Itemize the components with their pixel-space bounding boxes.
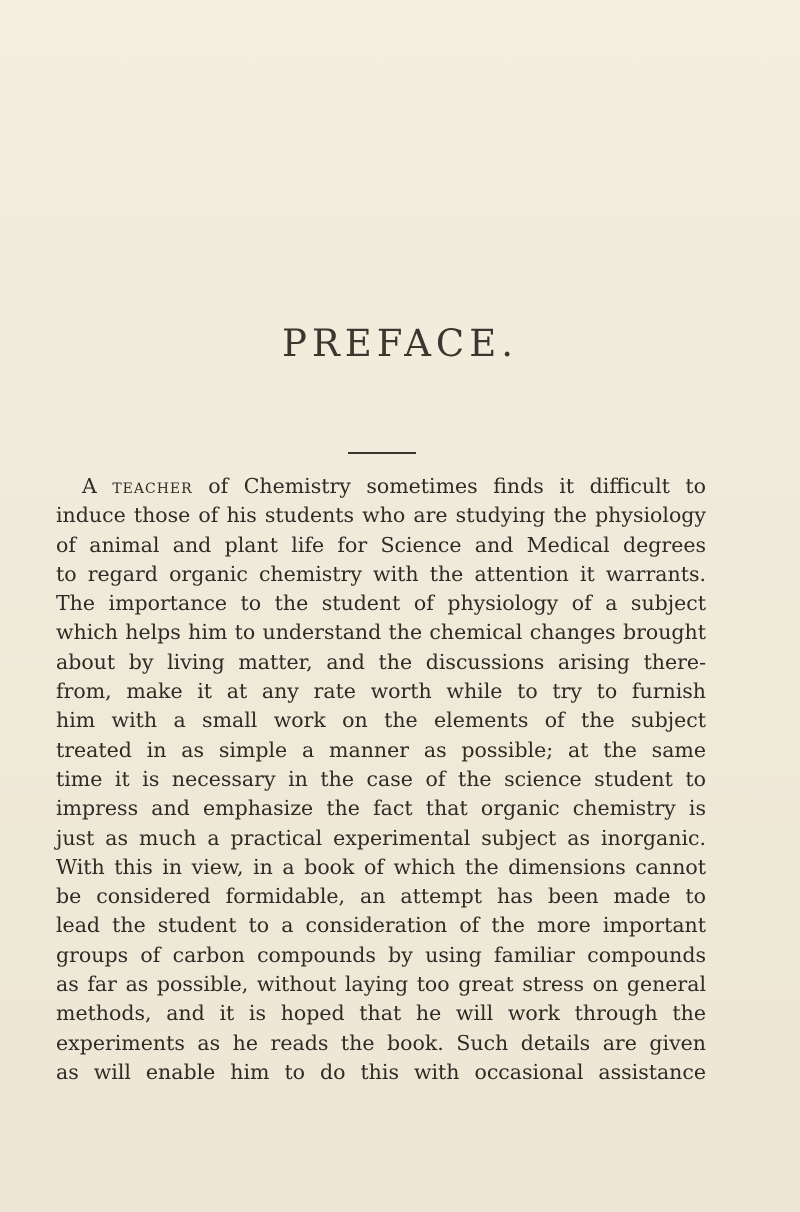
text-line: about by living matter, and the discussions arising there-	[56, 649, 706, 674]
smallcaps-word: teacher	[112, 474, 193, 498]
text-line: impress and emphasize the fact that organic chemistry is	[56, 796, 706, 821]
heading-divider	[348, 452, 416, 454]
preface-body	[56, 472, 706, 1087]
text-line: to regard organic chemistry with the attention it warrants.	[56, 561, 706, 586]
page-title: PREFACE.	[281, 322, 519, 365]
text-line: treated in as simple a manner as possible; at the same	[56, 737, 706, 762]
text-line: him with a small work on the elements of the subject	[56, 708, 706, 733]
text-line: time it is necessary in the case of the science student to	[56, 766, 706, 791]
text-line: experiments as he reads the book. Such details are given	[56, 1030, 706, 1055]
first-line-rest: of Chemistry sometimes finds it difficult to	[208, 474, 706, 498]
text-line: as far as possible, without laying too great stress on general	[56, 972, 706, 997]
text-line: of animal and plant life for Science and Medical degrees	[56, 532, 706, 557]
dropword: A	[82, 474, 97, 498]
text-line	[56, 472, 706, 501]
text-line: just as much a practical experimental subject as inorganic.	[56, 825, 706, 850]
text-line: lead the student to a consideration of the more important	[56, 913, 706, 938]
text-line: induce those of his students who are studying the physiology	[56, 503, 706, 528]
text-line: The importance to the student of physiology of a subject	[56, 591, 706, 616]
text-line: which helps him to understand the chemical changes brought	[56, 620, 706, 645]
text-line: be considered formidable, an attempt has been made to	[56, 884, 706, 909]
text-line: from, make it at any rate worth while to try to furnish	[56, 679, 706, 704]
text-line: groups of carbon compounds by using familiar compounds	[56, 942, 706, 967]
text-line: as will enable him to do this with occasional assistance	[56, 1059, 706, 1084]
text-line: methods, and it is hoped that he will work through the	[56, 1001, 706, 1026]
text-line: With this in view, in a book of which the dimensions cannot	[56, 854, 706, 879]
